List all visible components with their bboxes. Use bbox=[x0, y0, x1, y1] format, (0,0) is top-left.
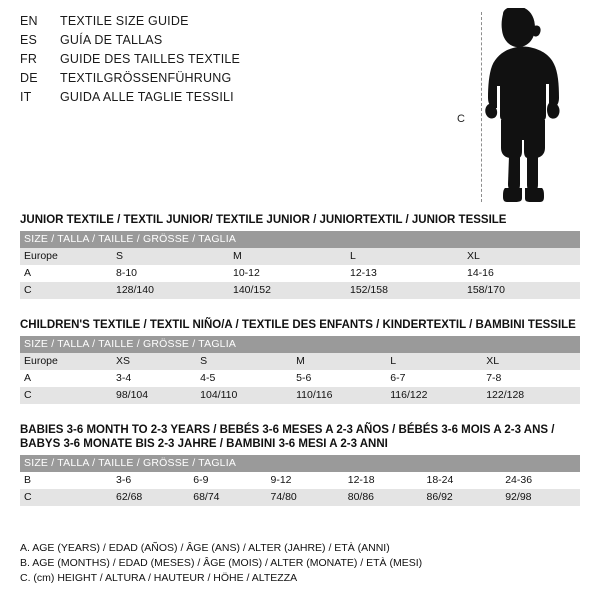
section-title: CHILDREN'S TEXTILE / TEXTIL NIÑO/A / TEXTILE DES ENFANTS / KINDERTEXTIL / BAMBINI TESSILE bbox=[20, 319, 576, 331]
cell-value: 9-12 bbox=[270, 474, 292, 486]
table-row bbox=[20, 248, 580, 265]
language-title: GUIDE DES TAILLES TEXTILE bbox=[60, 52, 241, 66]
cell-value: 158/170 bbox=[467, 284, 505, 296]
cell-value: 8-10 bbox=[116, 267, 138, 279]
cell-value: 140/152 bbox=[233, 284, 271, 296]
cell-value: 6-7 bbox=[390, 372, 406, 384]
language-title: TEXTILE SIZE GUIDE bbox=[60, 14, 189, 28]
table-row bbox=[20, 370, 580, 387]
table-header-row bbox=[20, 336, 580, 353]
cell-value: 24-36 bbox=[505, 474, 533, 486]
language-title: GUÍA DE TALLAS bbox=[60, 33, 163, 47]
language-code: DE bbox=[20, 71, 38, 85]
language-title: TEXTILGRÖSSENFÜHRUNG bbox=[60, 71, 232, 85]
cell-value: 18-24 bbox=[426, 474, 454, 486]
cell-value: 116/122 bbox=[390, 389, 428, 401]
junior-size-table bbox=[20, 231, 580, 299]
cell-value: 128/140 bbox=[116, 284, 154, 296]
cell-value: 14-16 bbox=[467, 267, 494, 279]
cell-value: 6-9 bbox=[193, 474, 209, 486]
measurement-figure bbox=[440, 8, 590, 208]
height-measure-label: C bbox=[457, 113, 465, 125]
children-size-table bbox=[20, 336, 580, 404]
row-label: A bbox=[24, 267, 32, 279]
table-header-label: SIZE / TALLA / TAILLE / GRÖSSE / TAGLIA bbox=[24, 457, 237, 469]
cell-value: 86/92 bbox=[426, 491, 453, 503]
table-header-row bbox=[20, 231, 580, 248]
cell-value: 10-12 bbox=[233, 267, 260, 279]
cell-value: 110/116 bbox=[296, 389, 333, 401]
language-header-block bbox=[20, 14, 420, 109]
row-label: C bbox=[24, 389, 32, 401]
cell-value: 92/98 bbox=[505, 491, 532, 503]
language-row bbox=[20, 90, 420, 109]
column-header-size: XL bbox=[467, 250, 480, 262]
column-header-size: L bbox=[350, 250, 356, 262]
cell-value: 74/80 bbox=[270, 491, 297, 503]
cell-value: 122/128 bbox=[486, 389, 525, 401]
cell-value: 12-18 bbox=[347, 474, 375, 486]
row-label: B bbox=[24, 474, 32, 486]
row-label: A bbox=[24, 372, 32, 384]
cell-value: 80/86 bbox=[347, 491, 375, 503]
cell-value: 68/74 bbox=[193, 491, 220, 503]
legend-line-age-months: B. AGE (MONTHS) / EDAD (MESES) / ÂGE (MOIS) / ALTER (MONATE) / ETÀ (MESI) bbox=[20, 557, 423, 569]
cell-value: 3-4 bbox=[116, 372, 132, 384]
cell-value: 12-13 bbox=[350, 267, 377, 279]
table-row bbox=[20, 282, 580, 299]
language-row bbox=[20, 71, 420, 90]
section-babies-textile bbox=[20, 423, 580, 506]
cell-value: 5-6 bbox=[296, 372, 312, 384]
language-row bbox=[20, 14, 420, 33]
section-children-textile bbox=[20, 318, 580, 404]
column-header-size: M bbox=[233, 250, 242, 262]
column-header-size: L bbox=[390, 355, 397, 367]
babies-size-table bbox=[20, 455, 580, 506]
column-header-size: XL bbox=[486, 355, 500, 367]
cell-value: 7-8 bbox=[486, 372, 502, 384]
cell-value: 4-5 bbox=[200, 372, 216, 384]
column-header-size: S bbox=[116, 250, 124, 262]
language-code: EN bbox=[20, 14, 38, 28]
legend-line-age-years: A. AGE (YEARS) / EDAD (AÑOS) / ÂGE (ANS) / ALTER (JAHRE) / ETÀ (ANNI) bbox=[20, 542, 390, 554]
language-code: FR bbox=[20, 52, 38, 66]
cell-value: 3-6 bbox=[116, 474, 132, 486]
column-header-region: Europe bbox=[24, 355, 58, 367]
language-title: GUIDA ALLE TAGLIE TESSILI bbox=[60, 90, 234, 104]
legend-line-height: C. (cm) HEIGHT / ALTURA / HAUTEUR / HÖHE / ALTEZZA bbox=[20, 572, 298, 584]
table-header-label: SIZE / TALLA / TAILLE / GRÖSSE / TAGLIA bbox=[24, 338, 237, 350]
table-row bbox=[20, 265, 580, 282]
cell-value: 62/68 bbox=[116, 491, 143, 503]
cell-value: 98/104 bbox=[116, 389, 149, 401]
column-header-region: Europe bbox=[24, 250, 58, 262]
column-header-size: M bbox=[296, 355, 305, 367]
legend-block bbox=[20, 541, 580, 586]
table-header-row bbox=[20, 455, 580, 472]
section-title: JUNIOR TEXTILE / TEXTIL JUNIOR/ TEXTILE JUNIOR / JUNIORTEXTIL / JUNIOR TESSILE bbox=[20, 214, 507, 226]
section-title: BABIES 3-6 MONTH TO 2-3 YEARS / BEBÉS 3-6 MESES A 2-3 AÑOS / BÉBÉS 3-6 MOIS A 2-3 ANS / BABYS 3-6 MONATE BIS 2-3 JAHRE / BAMBINI 3-6 MESI A 2-3 ANNI bbox=[20, 424, 555, 450]
table-row bbox=[20, 387, 580, 404]
cell-value: 104/110 bbox=[200, 389, 238, 401]
table-header-label: SIZE / TALLA / TAILLE / GRÖSSE / TAGLIA bbox=[24, 233, 237, 245]
table-row bbox=[20, 472, 580, 489]
language-row bbox=[20, 52, 420, 71]
language-row bbox=[20, 33, 420, 52]
column-header-size: S bbox=[200, 355, 208, 367]
row-label: C bbox=[24, 491, 32, 503]
language-code: ES bbox=[20, 33, 38, 47]
column-header-size: XS bbox=[116, 355, 131, 367]
toddler-silhouette-icon bbox=[465, 8, 585, 204]
table-row bbox=[20, 353, 580, 370]
cell-value: 152/158 bbox=[350, 284, 388, 296]
row-label: C bbox=[24, 284, 32, 296]
section-junior-textile bbox=[20, 213, 580, 299]
table-row bbox=[20, 489, 580, 506]
language-code: IT bbox=[20, 90, 32, 104]
